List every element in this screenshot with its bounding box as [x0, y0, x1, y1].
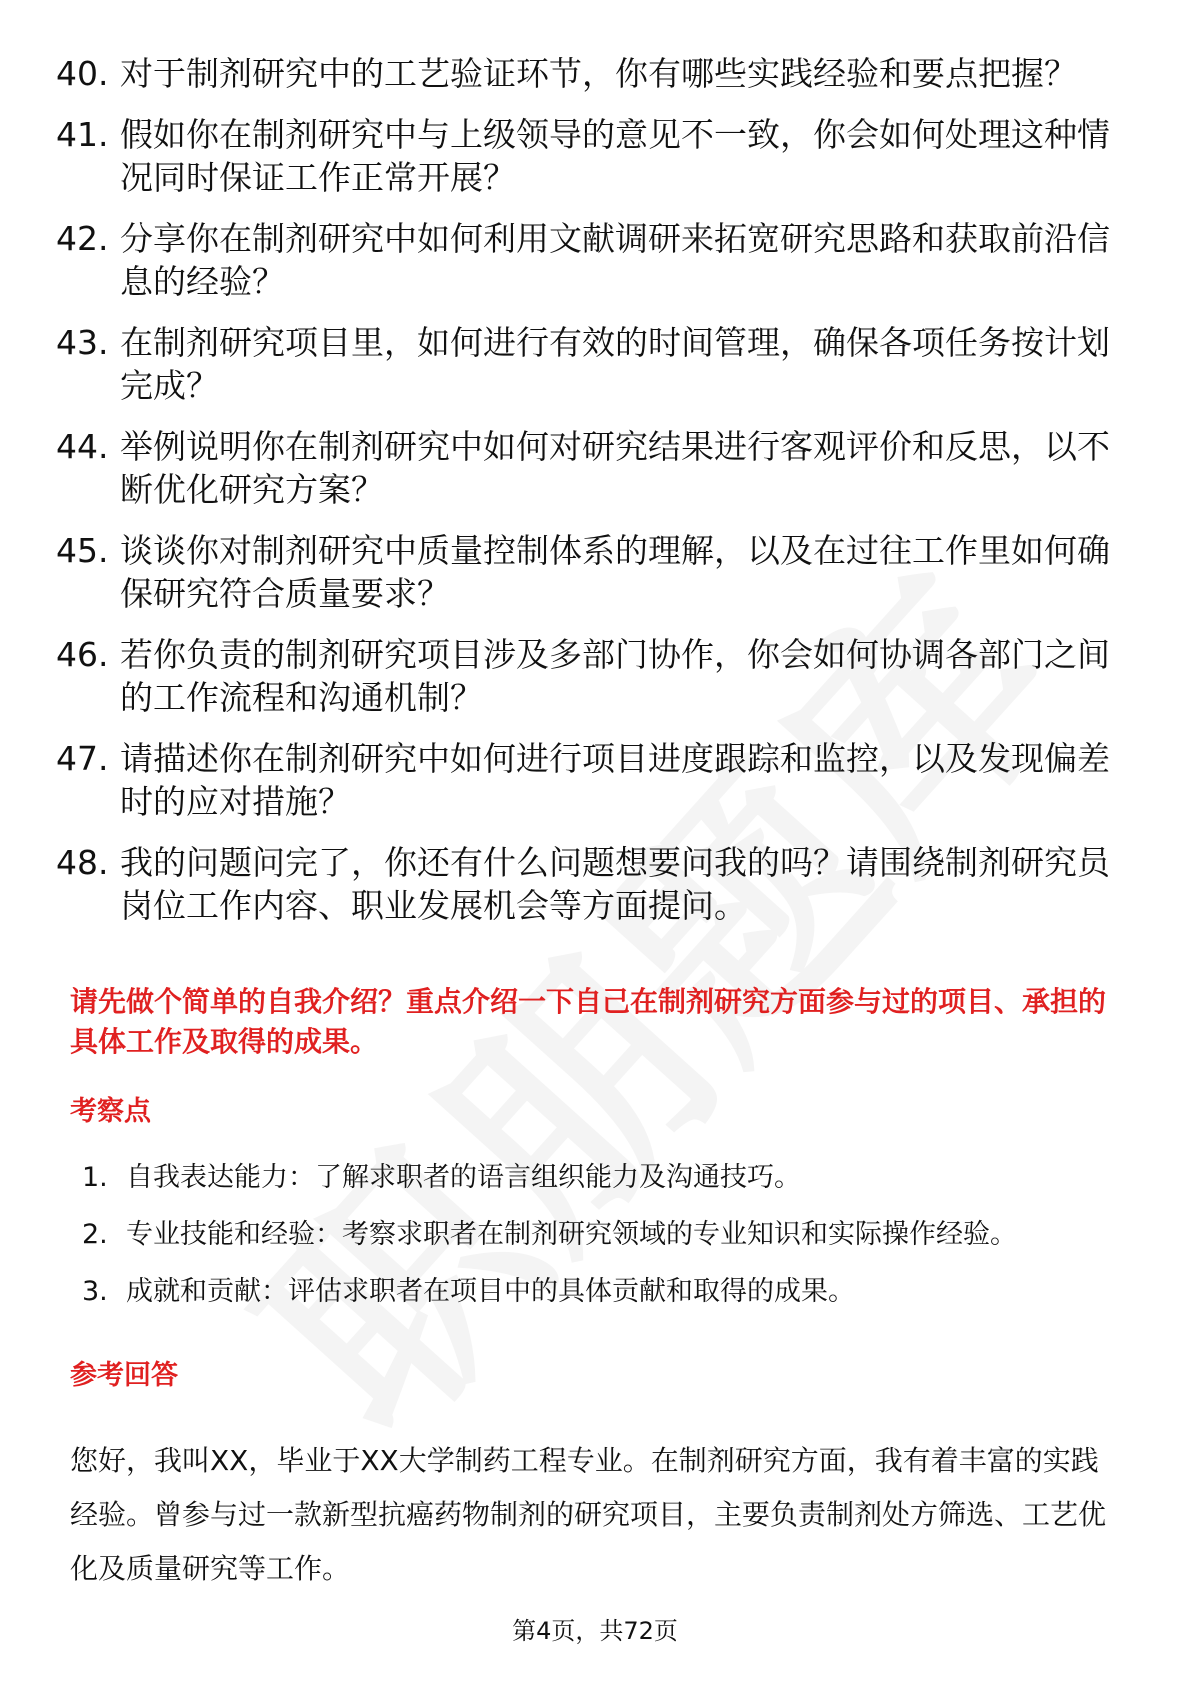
focus-heading: 考察点	[70, 1096, 151, 1127]
list-item	[82, 1160, 1122, 1196]
question-number: 44.	[56, 427, 109, 466]
question-number: 46.	[56, 635, 109, 674]
question-number: 42.	[56, 219, 109, 258]
focus-text: 自我表达能力：了解求职者的语言组织能力及沟通技巧。	[126, 1162, 801, 1193]
question-text: 请描述你在制剂研究中如何进行项目进度跟踪和监控，以及发现偏差时的应对措施？	[120, 739, 1110, 821]
question-text: 在制剂研究项目里，如何进行有效的时间管理，确保各项任务按计划完成？	[120, 323, 1110, 405]
focus-number: 3.	[82, 1276, 108, 1307]
list-item	[56, 737, 1136, 823]
question-number: 45.	[56, 531, 109, 570]
question-text: 假如你在制剂研究中与上级领导的意见不一致，你会如何处理这种情况同时保证工作正常开展？	[120, 115, 1110, 197]
list-item	[56, 841, 1136, 927]
answer-paragraph: 您好，我叫XX，毕业于XX大学制药工程专业。在制剂研究方面，我有着丰富的实践经验。曾参与过一款新型抗癌药物制剂的研究项目，主要负责制剂处方筛选、工艺优化及质量研究等工作。	[70, 1444, 1107, 1585]
question-number: 43.	[56, 323, 109, 362]
focus-number: 2.	[82, 1219, 108, 1250]
page-footer: 第4页，共72页	[512, 1617, 678, 1645]
list-item	[82, 1274, 1122, 1310]
question-list	[56, 52, 1136, 945]
list-item	[56, 529, 1136, 615]
question-text: 举例说明你在制剂研究中如何对研究结果进行客观评价和反思，以不断优化研究方案？	[120, 427, 1110, 509]
list-item	[56, 217, 1136, 303]
list-item	[56, 633, 1136, 719]
question-number: 47.	[56, 739, 109, 778]
question-text: 对于制剂研究中的工艺验证环节，你有哪些实践经验和要点把握？	[120, 54, 1077, 93]
list-item	[82, 1217, 1122, 1253]
focus-number: 1.	[82, 1162, 108, 1193]
question-text: 谈谈你对制剂研究中质量控制体系的理解，以及在过往工作里如何确保研究符合质量要求？	[120, 531, 1110, 613]
focus-text: 成就和贡献：评估求职者在项目中的具体贡献和取得的成果。	[126, 1276, 855, 1307]
focus-text: 专业技能和经验：考察求职者在制剂研究领域的专业知识和实际操作经验。	[126, 1219, 1017, 1250]
list-item	[56, 52, 1136, 95]
focus-list	[82, 1160, 1122, 1331]
question-text: 分享你在制剂研究中如何利用文献调研来拓宽研究思路和获取前沿信息的经验？	[120, 219, 1110, 301]
question-number: 41.	[56, 115, 109, 154]
question-number: 40.	[56, 54, 109, 93]
question-text: 我的问题问完了，你还有什么问题想要问我的吗？请围绕制剂研究员岗位工作内容、职业发展机会等方面提问。	[120, 843, 1110, 925]
question-number: 48.	[56, 843, 109, 882]
intro-question: 请先做个简单的自我介绍？重点介绍一下自己在制剂研究方面参与过的项目、承担的具体工作及取得的成果。	[70, 985, 1107, 1058]
list-item	[56, 113, 1136, 199]
answer-heading: 参考回答	[70, 1360, 178, 1391]
list-item	[56, 321, 1136, 407]
question-text: 若你负责的制剂研究项目涉及多部门协作，你会如何协调各部门之间的工作流程和沟通机制？	[120, 635, 1110, 717]
list-item	[56, 425, 1136, 511]
